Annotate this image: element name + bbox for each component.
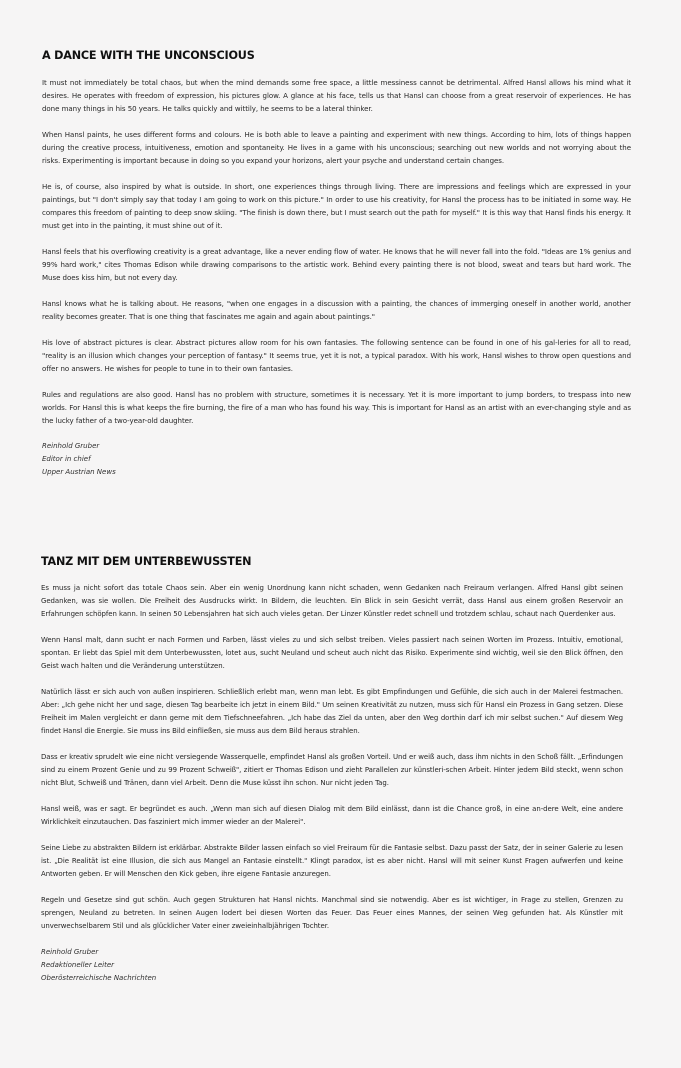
paragraph: Hansl feels that his overflowing creativity is a great advantage, like a never ending flow of water. He knows that he will never fall into the fold. "Ideas are 1% genius and 99% hard work," cites Thomas Edison while drawing comparisons to the artistic work. Behind every painting there is not blood, sweat and tears but hard work. The Muse does kiss him, but not every day. <box>42 247 631 282</box>
paragraph: Seine Liebe zu abstrakten Bildern ist erklärbar. Abstrakte Bilder lassen einfach so viel Freiraum für die Fantasie selbst. Dazu passt der Satz, der in seiner Galerie zu lesen ist. „Die Realität ist eine Illusion, die sich aus Mangel an Fantasie einstellt." Klingt paradox, ist es aber nicht. Hansl will mit seiner Kunst Fragen aufwerfen und keine Antworten geben. Er will Menschen den Kick geben, ihre eigene Fantasie anzuregen. <box>41 844 623 878</box>
paragraph: It must not immediately be total chaos, but when the mind demands some free space, a little messiness cannot be detrimental. Alfred Hansl allows his mind what it desires. He operates with freedom of expression, his pictures glow. A glance at his face, tells us that Hansl can choose from a great reservoir of experiences. He has done many things in his 50 years. He talks quickly and wittily, he seems to be a lateral thinker. <box>42 78 631 113</box>
paragraph: Es muss ja nicht sofort das totale Chaos sein. Aber ein wenig Unordnung kann nicht schaden, wenn Gedanken nach Freiraum verlangen. Alfred Hansl gibt seinen Gedanken, was sie wollen. Die Freiheit des Ausdrucks wirkt. In Bildern, die leuchten. Ein Blick in sein Gesicht verrät, dass Hansl aus einem großen Reservoir an Erfahrungen schöpfen kann. In seinen 50 Lebensjahren hat sich auch vieles getan. Der Linzer Künstler redet schnell und trotzdem schlau, schaut nach Querdenker aus. <box>41 584 623 618</box>
publication-name: Oberösterreichische Nachrichten <box>41 974 157 982</box>
paragraph: Hansl weiß, was er sagt. Er begründet es auch. „Wenn man sich auf diesen Dialog mit dem Bild einlässt, dann ist die Chance groß, in eine an-dere Welt, eine andere Wirklichkeit einzutauchen. Das fasziniert mich immer wieder an der Malerei". <box>41 805 623 826</box>
author-name: Reinhold Gruber <box>42 442 100 450</box>
article-title: TANZ MIT DEM UNTERBEWUSSTEN <box>41 555 252 568</box>
paragraph: Rules and regulations are also good. Hansl has no problem with structure, sometimes it is necessary. Yet it is more important to jump borders, to trespass into new worlds. For Hansl this is what keeps the fire burning, the fire of a man who has found his way. This is important for Hansl as an artist with an ever-changing style and as the lucky father of a two-year-old daughter. <box>42 390 631 425</box>
author-signature <box>42 440 631 479</box>
paragraph: His love of abstract pictures is clear. Abstract pictures allow room for his own fantasies. The following sentence can be found in one of his gal-leries for all to read, "reality is an illusion which changes your perception of fantasy." It seems true, yet it is not, a typical paradox. With his work, Hansl wishes to throw open questions and offer no answers. He wishes for people to tune in to their own fantasies. <box>42 338 631 373</box>
author-role: Editor in chief <box>42 455 91 463</box>
article-german <box>41 555 623 985</box>
article-title: A DANCE WITH THE UNCONSCIOUS <box>42 49 255 62</box>
author-signature <box>41 946 623 985</box>
publication-name: Upper Austrian News <box>42 468 116 476</box>
paragraph: Wenn Hansl malt, dann sucht er nach Formen und Farben, lässt vieles zu und sich selbst treiben. Vieles passiert nach seinen Worten im Prozess. Intuitiv, emotional, spontan. Er liebt das Spiel mit dem Unterbewussten, lotet aus, sucht Neuland und scheut auch nicht das Risiko. Experimente sind wichtig, weil sie den Blick öffnen, den Geist wach halten und die Veränderung unterstützen. <box>41 636 623 670</box>
paragraph: Dass er kreativ sprudelt wie eine nicht versiegende Wasserquelle, empfindet Hansl als großen Vorteil. Und er weiß auch, dass ihm nichts in den Schoß fällt. „Erfindungen sind zu einem Prozent Genie und zu 99 Prozent Schweiß", zitiert er Thomas Edison und zieht Parallelen zur künstleri-schen Arbeit. Hinter jedem Bild steckt, wenn schon nicht Blut, Schweiß und Tränen, dann viel Arbeit. Denn die Muse küsst ihn schon. Nur nicht jeden Tag. <box>41 753 623 787</box>
paragraph: Natürlich lässt er sich auch von außen inspirieren. Schließlich erlebt man, wenn man lebt. Es gibt Empfindungen und Gefühle, die sich auch in der Malerei festmachen. Aber: „Ich gehe nicht her und sage, diesen Tag bearbeite ich jetzt in einem Bild." Um seinen Kreativität zu nutzen, muss sich für Hansl ein Prozess in Gang setzen. Diese Freiheit im Malen vergleicht er dann gerne mit dem Tiefschneefahren. „Ich habe das Ziel da unten, aber den Weg dorthin darf ich mir selbst suchen." Auf diesem Weg findet Hansl die Energie. Sie muss ins Bild einfließen, sie muss aus dem Bild heraus strahlen. <box>41 688 623 735</box>
paragraph: He is, of course, also inspired by what is outside. In short, one experiences things through living. There are impressions and feelings which are expressed in your paintings, but "I don't simply say that today I am going to work on this picture." In order to use his creativity, for Hansl the process has to be initiated in some way. He compares this freedom of painting to deep snow skiing. "The finish is down there, but I must search out the path for myself." It is this way that Hansl finds his energy. It must get into in the painting, it must shine out of it. <box>42 182 631 230</box>
paragraph: Hansl knows what he is talking about. He reasons, "when one engages in a discussion with a painting, the chances of immerging oneself in another world, another reality becomes greater. That is one thing that fascinates me again and again about paintings." <box>42 299 631 321</box>
author-role: Redaktioneller Leiter <box>41 961 115 969</box>
author-name: Reinhold Gruber <box>41 948 99 956</box>
paragraph: Regeln und Gesetze sind gut schön. Auch gegen Strukturen hat Hansl nichts. Manchmal sind sie notwendig. Aber es ist wichtiger, in Frage zu stellen, Grenzen zu sprengen, Neuland zu betreten. In seinen Augen lodert bei diesen Worten das Feuer. Das Feuer eines Mannes, der seinen Weg gefunden hat. Als Künstler mit unverwechselbarem Stil und als glücklicher Vater einer zweieinhalbjährigen Tochter. <box>41 896 623 930</box>
paragraph: When Hansl paints, he uses different forms and colours. He is both able to leave a painting and experiment with new things. According to him, lots of things happen during the creative process, intuitiveness, emotion and spontaneity. He lives in a game with his unconscious; searching out new worlds and not worrying about the risks. Experimenting is important because in doing so you expand your horizons, alert your psyche and understand certain changes. <box>42 130 631 165</box>
article-english <box>42 49 631 479</box>
